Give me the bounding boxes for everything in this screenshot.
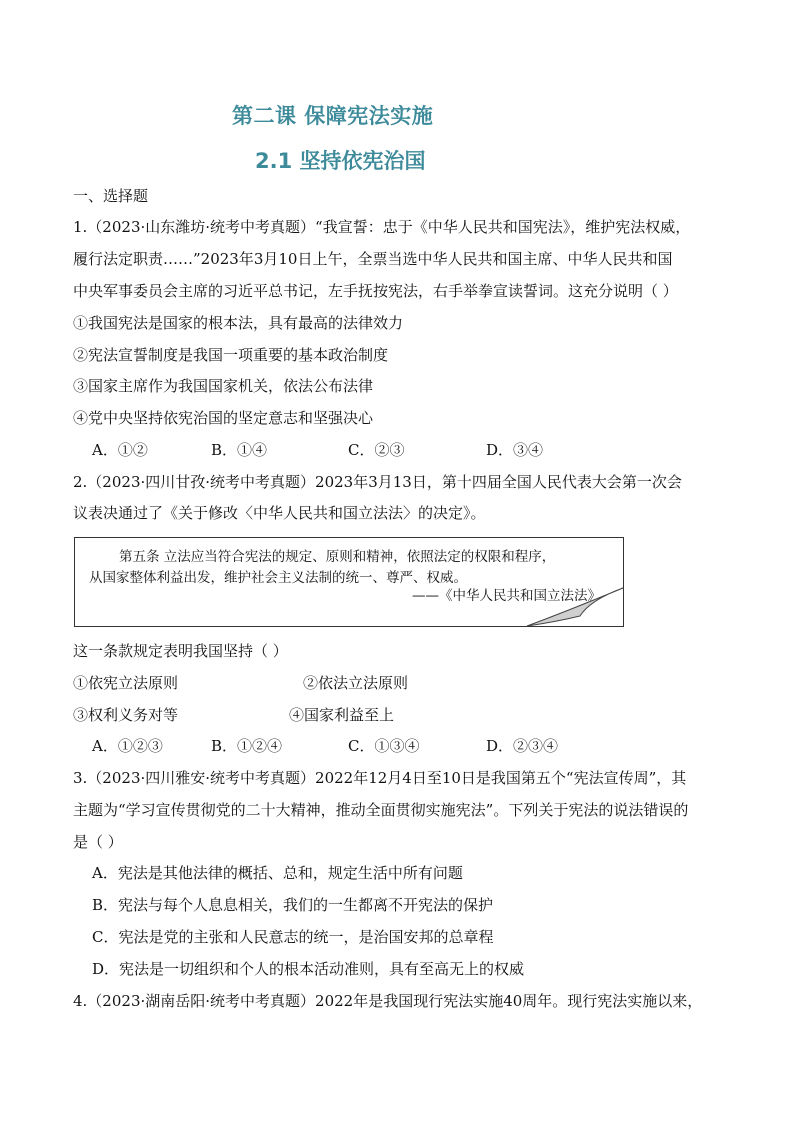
q2-item: ①依宪立法原则	[73, 674, 179, 692]
q2-option-a[interactable]: A．①②③	[92, 737, 163, 755]
q1-option-d[interactable]: D．③④	[486, 441, 544, 459]
q1-item: ①我国宪法是国家的根本法，具有最高的法律效力	[73, 314, 404, 332]
q3-option-b[interactable]: B．宪法与每个人息息相关，我们的一生都离不开宪法的保护	[92, 896, 494, 914]
q2-line2: 议表决通过了《关于修改〈中华人民共和国立法法〉的决定》。	[73, 504, 486, 522]
q1-option-c[interactable]: C．②③	[348, 441, 405, 459]
q2-option-d[interactable]: D．②③④	[486, 737, 559, 755]
q1-line1: 1.（2023·山东潍坊·统考中考真题）“我宣誓：忠于《中华人民共和国宪法》，维护宪法权威，	[73, 218, 691, 236]
quote-source: ——《中华人民共和国立法法》	[412, 588, 601, 604]
q3-line1: 3.（2023·四川雅安·统考中考真题）2022年12月4日至10日是我国第五个“宪法宣传周”，其	[73, 769, 687, 787]
q2-option-b[interactable]: B．①②④	[211, 737, 283, 755]
quote-line2: 从国家整体利益出发，维护社会主义法制的统一、尊严、权威。	[89, 570, 467, 586]
page-curl-decoration	[75, 538, 625, 628]
q3-option-a[interactable]: A．宪法是其他法律的概括、总和，规定生活中所有问题	[92, 864, 463, 882]
q1-line3: 中央军事委员会主席的习近平总书记，左手抚按宪法，右手举拳宣读誓词。这充分说明（ ）	[73, 282, 678, 300]
q1-option-b[interactable]: B．①④	[211, 441, 268, 459]
q2-stem: 这一条款规定表明我国坚持（ ）	[73, 642, 288, 660]
quote-line1: 第五条 立法应当符合宪法的规定、原则和精神，依照法定的权限和程序，	[119, 549, 556, 565]
q3-line3: 是（ ）	[73, 833, 123, 851]
q2-item: ②依法立法原则	[303, 674, 409, 692]
lesson-title: 第二课 保障宪法实施	[232, 104, 434, 128]
q3-option-d[interactable]: D．宪法是一切组织和个人的根本活动准则，具有至高无上的权威	[92, 960, 525, 978]
q1-item: ④党中央坚持依宪治国的坚定意志和坚强决心	[73, 409, 374, 427]
section-label: 一、选择题	[73, 187, 149, 205]
q2-option-c[interactable]: C．①③④	[348, 737, 420, 755]
q1-item: ②宪法宣誓制度是我国一项重要的基本政治制度	[73, 346, 389, 364]
q1-option-a[interactable]: A．①②	[92, 441, 148, 459]
q2-item: ④国家利益至上	[289, 706, 395, 724]
q3-line2: 主题为“学习宣传贯彻党的二十大精神，推动全面贯彻实施宪法”。下列关于宪法的说法错误的	[73, 801, 689, 819]
q2-line1: 2.（2023·四川甘孜·统考中考真题）2023年3月13日，第十四届全国人民代表大会第一次会	[73, 473, 682, 491]
q1-line2: 履行法定职责……”2023年3月10日上午，全票当选中华人民共和国主席、中华人民共和国	[73, 250, 673, 268]
q3-option-c[interactable]: C．宪法是党的主张和人民意志的统一，是治国安邦的总章程	[92, 928, 494, 946]
q2-item: ③权利义务对等	[73, 706, 179, 724]
section-title: 2.1 坚持依宪治国	[255, 149, 426, 173]
q4-line1: 4.（2023·湖南岳阳·统考中考真题）2022年是我国现行宪法实施40周年。现行宪法实施以来，	[73, 992, 703, 1010]
quote-box	[74, 537, 624, 627]
q1-item: ③国家主席作为我国国家机关，依法公布法律	[73, 377, 374, 395]
